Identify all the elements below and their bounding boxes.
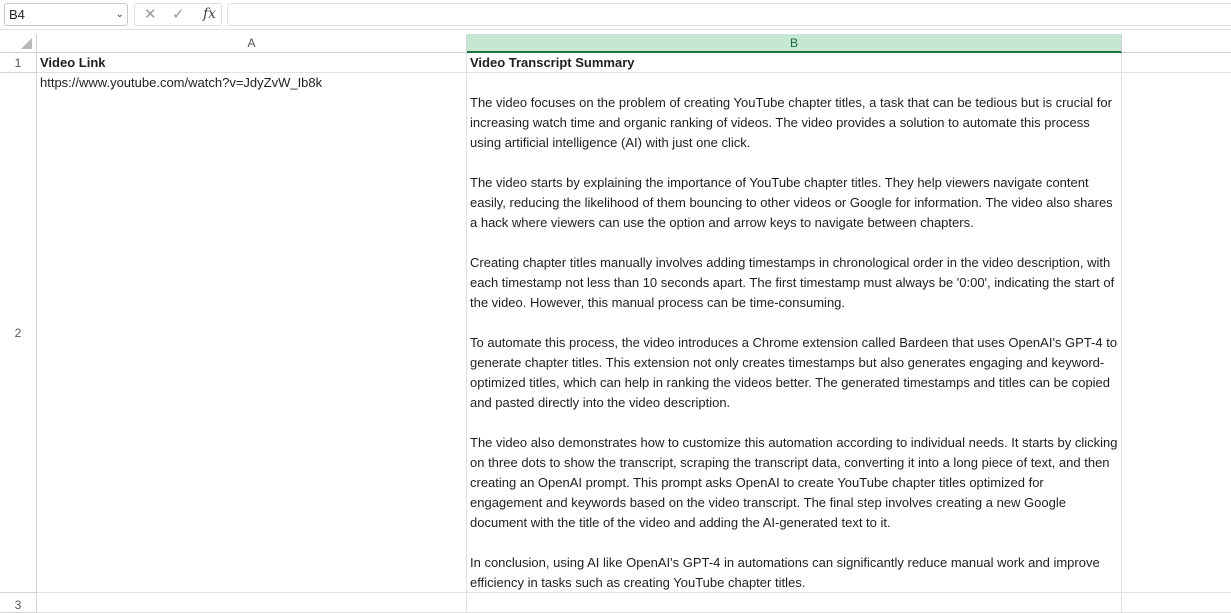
summary-paragraph: The video starts by explaining the importance of YouTube chapter titles. They help viewers navigate content easily, reducing the likelihood of them bouncing to other videos or Google for information. The video also shares a hack where viewers can use the option and arrow keys to navigate between chapters. — [470, 175, 1113, 230]
formula-bar — [0, 0, 1231, 30]
formula-input[interactable] — [227, 3, 1231, 26]
cell-a3[interactable] — [37, 593, 467, 613]
name-box-value: B4 — [9, 7, 25, 22]
video-link-text: https://www.youtube.com/watch?v=JdyZvW_Ib8k — [40, 75, 323, 90]
column-header-c[interactable] — [1122, 34, 1231, 53]
summary-paragraph: The video also demonstrates how to customize this automation according to individual needs. It starts by clicking on three dots to show the transcript, scraping the transcript data, converting it into a long piece of text, and then creating an OpenAI prompt. This prompt asks OpenAI to create YouTube chapter titles optimized for engagement and keywords based on the video transcript. The final step involves creating a new Google document with the title of the video and adding the AI-generated text to it. — [470, 435, 1118, 530]
summary-paragraph: The video focuses on the problem of creating YouTube chapter titles, a task that can be tedious but is crucial for increasing watch time and organic ranking of videos. The video provides a solution to automate this process using artificial intelligence (AI) with just one click. — [470, 95, 1112, 150]
cell-c3[interactable] — [1122, 593, 1231, 613]
column-header-b[interactable]: B — [467, 34, 1122, 53]
summary-paragraph: To automate this process, the video introduces a Chrome extension called Bardeen that uses OpenAI's GPT-4 to generate chapter titles. This extension not only creates timestamps but also generates engaging and keyword-optimized titles, which can help in ranking the videos better. The generated timestamps and titles can be copied and pasted directly into the video description. — [470, 335, 1118, 410]
cancel-icon[interactable]: ✕ — [144, 6, 157, 23]
select-all-corner[interactable] — [0, 34, 37, 53]
select-all-triangle-icon — [21, 38, 32, 49]
cell-c1[interactable] — [1122, 53, 1231, 73]
row-header-1[interactable]: 1 — [0, 53, 37, 73]
check-icon[interactable]: ✓ — [172, 6, 185, 23]
cell-a1[interactable]: Video Link — [37, 53, 467, 73]
summary-paragraph: Creating chapter titles manually involves adding timestamps in chronological order in the video description, with each timestamp not less than 10 seconds apart. The first timestamp must always be '0:00', indicating the start of the video. However, this manual process can be time-consuming. — [470, 255, 1115, 310]
column-header-a[interactable]: A — [37, 34, 467, 53]
name-box[interactable] — [4, 3, 128, 26]
row-header-3[interactable]: 3 — [0, 593, 37, 613]
fx-icon[interactable]: fx — [203, 6, 217, 22]
cell-b3[interactable] — [467, 593, 1122, 613]
cell-c2[interactable] — [1122, 73, 1231, 593]
chevron-down-icon[interactable]: ⌄ — [115, 9, 124, 20]
cell-a2[interactable] — [37, 73, 467, 593]
cell-b1[interactable]: Video Transcript Summary — [467, 53, 1122, 73]
row-header-2[interactable]: 2 — [0, 73, 37, 593]
formula-actions — [134, 3, 222, 26]
summary-paragraph: In conclusion, using AI like OpenAI's GPT-4 in automations can significantly reduce manual work and improve efficiency in tasks such as creating YouTube chapter titles. — [470, 555, 1100, 590]
cell-b2[interactable] — [467, 73, 1122, 593]
